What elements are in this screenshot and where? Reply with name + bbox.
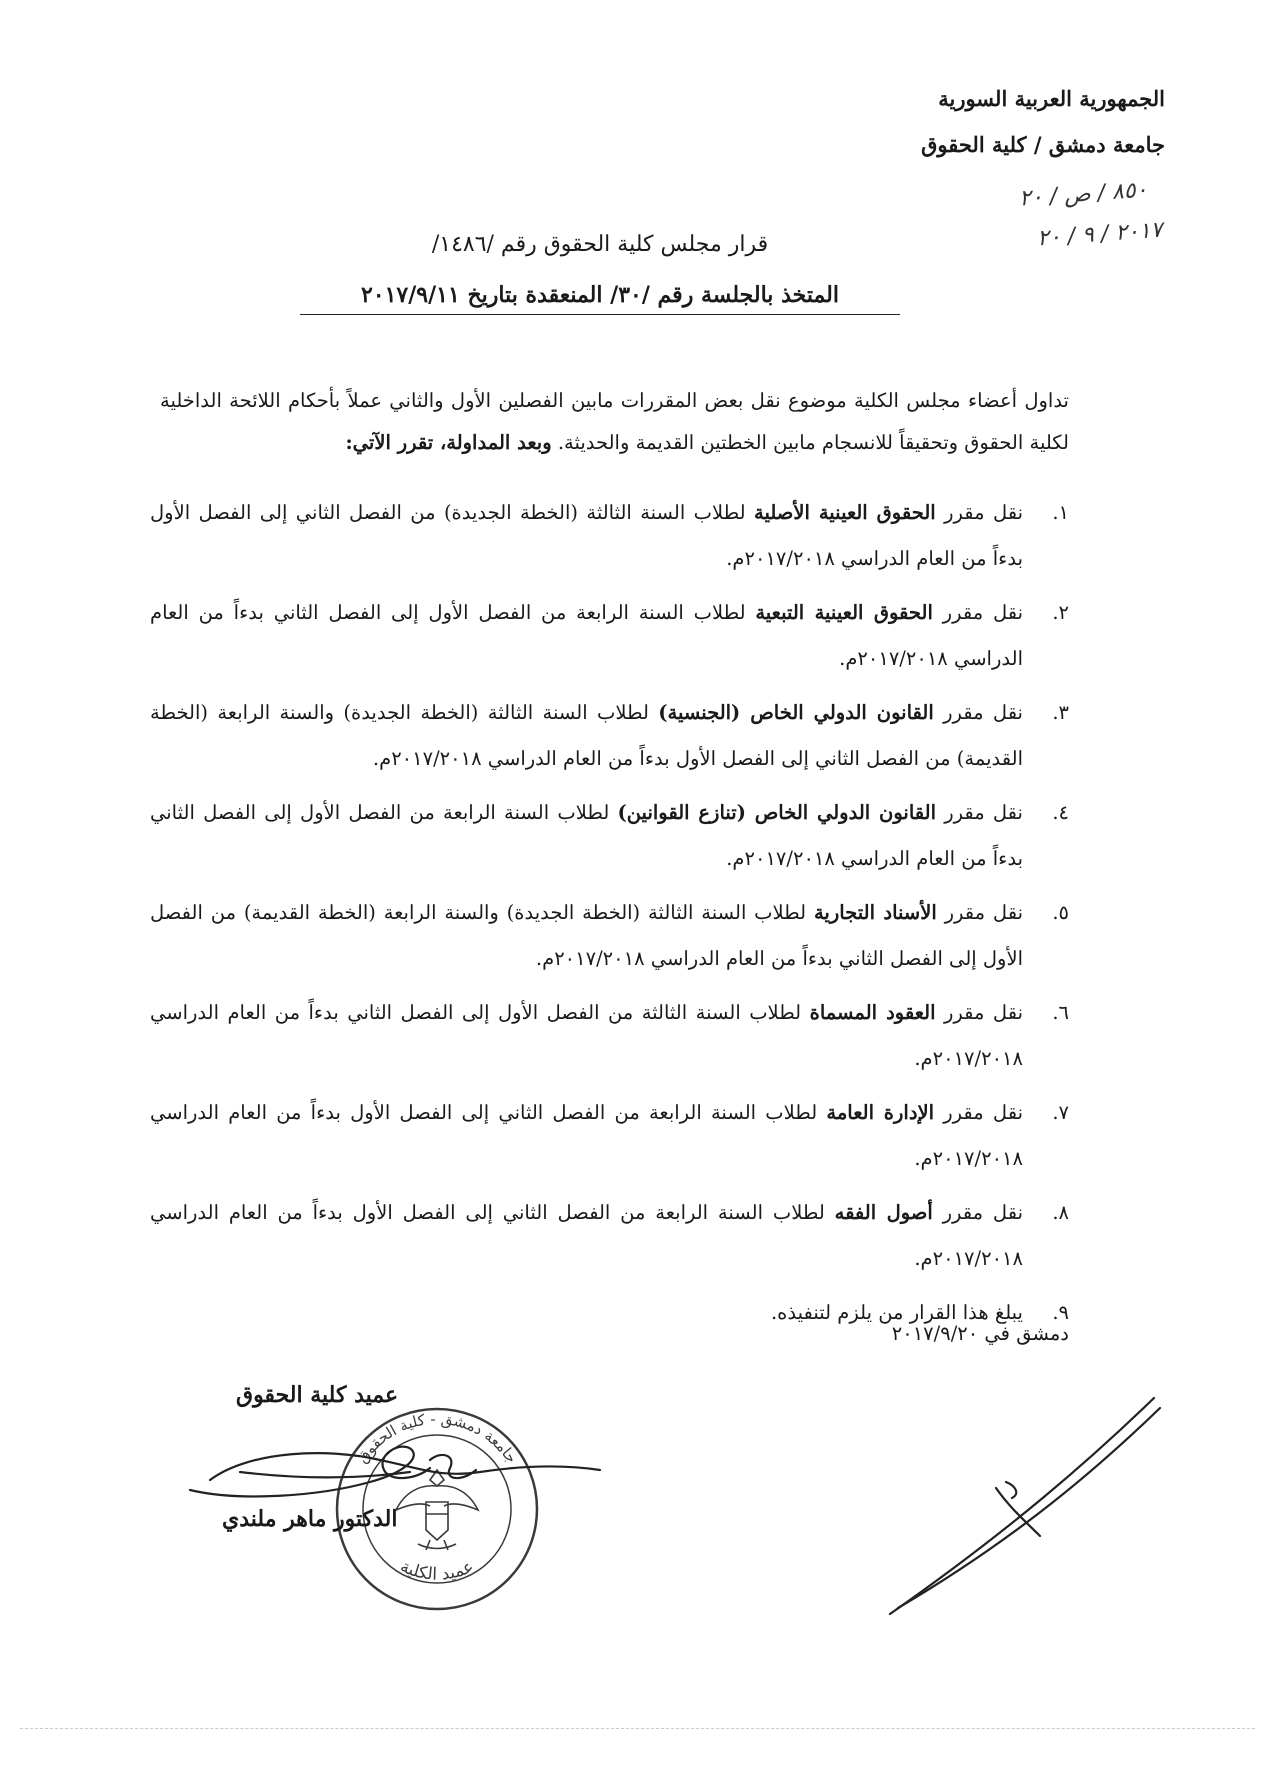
intro-paragraph (160, 380, 1069, 464)
signatory-name: الدكتور ماهر ملندي (222, 1506, 398, 1532)
decision-item (150, 790, 1069, 882)
item-course: العقود المسماة (809, 1001, 936, 1024)
item-number: ٧. (1052, 1101, 1069, 1124)
item-number: ٩. (1052, 1301, 1069, 1324)
item-number: ٢. (1052, 601, 1069, 624)
item-course: الإدارة العامة (826, 1101, 935, 1124)
item-text: لطلاب السنة الثالثة (الخطة الجديدة) من الفصل الثاني إلى الفصل الأول بدءاً من العام الدراسي ٢٠١٧/٢٠١٨م. (150, 501, 1023, 570)
item-text: نقل مقرر (934, 1101, 1023, 1124)
handwritten-ref-date: ٢٠١٧ / ٩ / ٢٠ (1036, 217, 1164, 252)
place-and-date: دمشق في ٢٠١٧/٩/٢٠ (891, 1322, 1069, 1345)
signatory-title: عميد كلية الحقوق (236, 1382, 399, 1408)
intro-decision: وبعد المداولة، تقرر الآتي: (345, 431, 552, 454)
item-text: لطلاب السنة الرابعة من الفصل الثاني إلى الفصل الأول بدءاً من العام الدراسي ٢٠١٧/٢٠١٨م. (150, 1101, 1023, 1170)
item-course: الأسناد التجارية (813, 901, 937, 924)
item-text: نقل مقرر (933, 701, 1023, 724)
item-course: القانون الدولي الخاص (تنازع القوانين) (617, 801, 936, 824)
seal-text-top: جامعة دمشق - كلية الحقوق (353, 1409, 521, 1467)
handwritten-slash-mark-icon (870, 1390, 1170, 1620)
item-text: نقل مقرر (932, 1201, 1023, 1224)
item-text: نقل مقرر (935, 501, 1023, 524)
item-number: ٥. (1052, 901, 1069, 924)
country-name: الجمهورية العربية السورية (938, 86, 1165, 111)
item-text: لطلاب السنة الثالثة من الفصل الأول إلى الفصل الثاني بدءاً من العام الدراسي ٢٠١٧/٢٠١٨م. (150, 1001, 1023, 1070)
item-course: الحقوق العينية الأصلية (753, 501, 936, 524)
svg-text:عميد الكلية (397, 1556, 477, 1584)
decision-item (150, 1190, 1069, 1282)
item-text: لطلاب السنة الثالثة (الخطة الجديدة) والسنة الرابعة (الخطة القديمة) من الفصل الأول إلى الفصل الثاني بدءاً من العام الدراسي ٢٠١٧/٢٠١٨م. (150, 901, 1023, 970)
item-number: ١. (1052, 501, 1069, 524)
item-course: الحقوق العينية التبعية (755, 601, 933, 624)
item-text: نقل مقرر (935, 1001, 1023, 1024)
decision-item (150, 1090, 1069, 1182)
item-number: ٦. (1052, 1001, 1069, 1024)
decision-item (150, 490, 1069, 582)
signature-scribble-icon (180, 1420, 620, 1520)
item-text: نقل مقرر (932, 601, 1023, 624)
item-number: ٤. (1052, 801, 1069, 824)
institution-name: جامعة دمشق / كلية الحقوق (921, 132, 1165, 157)
handwritten-ref-number: ٨٥٠ / ص / ٢٠ (1017, 177, 1148, 212)
item-number: ٨. (1052, 1201, 1069, 1224)
decision-item (150, 590, 1069, 682)
session-subtitle: المتخذ بالجلسة رقم /٣٠/ المنعقدة بتاريخ ٢٠١٧/٩/١١ (300, 282, 900, 315)
item-text: نقل مقرر (936, 901, 1023, 924)
item-number: ٣. (1052, 701, 1069, 724)
decision-item (150, 990, 1069, 1082)
item-text: لطلاب السنة الرابعة من الفصل الثاني إلى الفصل الأول بدءاً من العام الدراسي ٢٠١٧/٢٠١٨م. (150, 1201, 1023, 1270)
item-text: لطلاب السنة الرابعة من الفصل الأول إلى الفصل الثاني بدءاً من العام الدراسي ٢٠١٧/٢٠١٨م. (150, 601, 1023, 670)
page-footer-line (20, 1728, 1255, 1729)
seal-text-bottom: عميد الكلية (397, 1556, 477, 1585)
item-text: لطلاب السنة الثالثة (الخطة الجديدة) والسنة الرابعة (الخطة القديمة) من الفصل الثاني إلى الفصل الأول بدءاً من العام الدراسي ٢٠١٧/٢٠١٨م. (150, 701, 1023, 770)
decision-item (150, 890, 1069, 982)
decision-item (150, 690, 1069, 782)
decision-title: قرار مجلس كلية الحقوق رقم /١٤٨٦/ (431, 232, 769, 257)
item-text: لطلاب السنة الرابعة من الفصل الأول إلى الفصل الثاني بدءاً من العام الدراسي ٢٠١٧/٢٠١٨م. (150, 801, 1023, 870)
intro-text: تداول أعضاء مجلس الكلية موضوع نقل بعض المقررات مابين الفصلين الأول والثاني عملاً بأحكام اللائحة الداخلية لكلية الحقوق وتحقيقاً للانسجام مابين الخطتين القديمة والحديثة. (160, 389, 1069, 454)
item-course: أصول الفقه (834, 1201, 933, 1224)
item-text: نقل مقرر (936, 801, 1023, 824)
item-text: يبلغ هذا القرار من يلزم لتنفيذه. (770, 1301, 1023, 1324)
item-course: القانون الدولي الخاص (الجنسية) (658, 701, 934, 724)
decision-items (150, 490, 1069, 1344)
